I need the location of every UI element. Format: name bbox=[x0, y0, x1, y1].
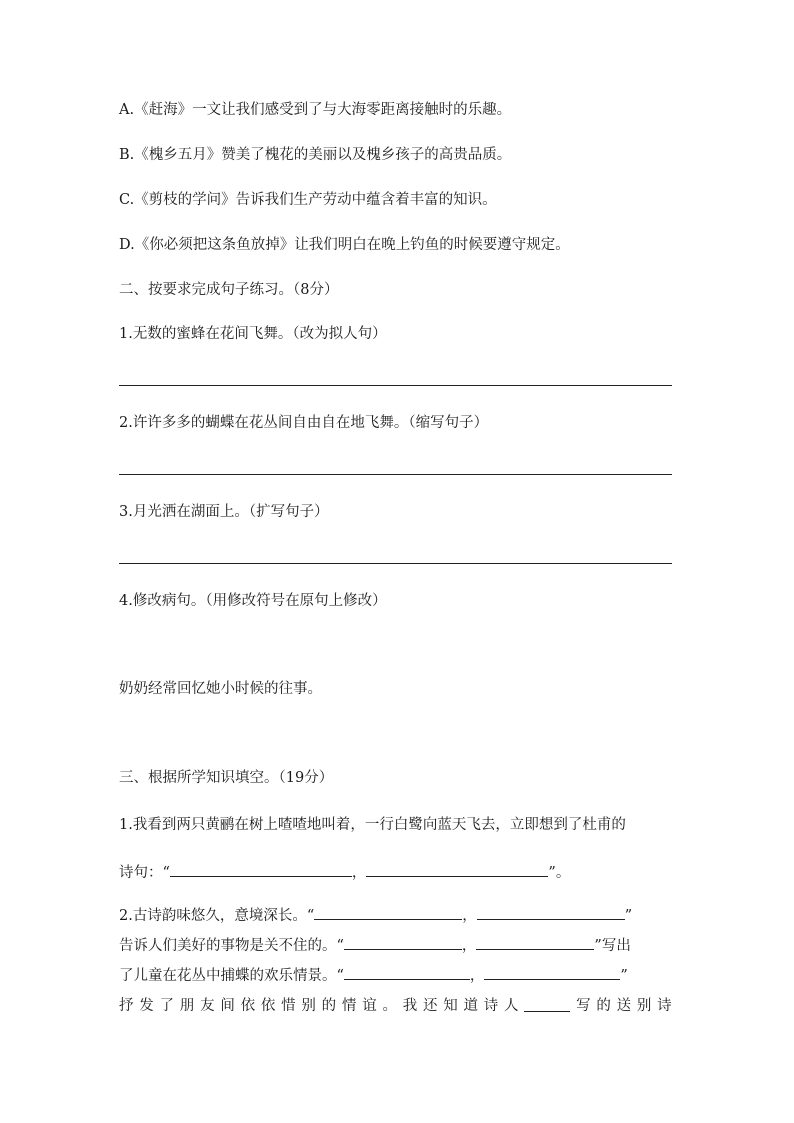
fill-blank[interactable] bbox=[484, 964, 620, 980]
fill-blank[interactable] bbox=[477, 904, 625, 920]
text-char: 我 bbox=[402, 998, 418, 1014]
section-2-question-1: 1.无数的蜜蜂在花间飞舞。（改为拟人句） bbox=[119, 326, 387, 342]
text-char: 的 bbox=[321, 998, 337, 1014]
quote-close: ”。 bbox=[548, 865, 571, 881]
section-3-question-2-line-2 bbox=[119, 934, 631, 956]
section-3-question-1-line-1: 1.我看到两只黄鹂在树上喳喳地叫着，一行白鹭向蓝天飞去，立即想到了杜甫的 bbox=[119, 817, 626, 833]
section-2-question-2: 2.许许多多的蝴蝶在花丛间自由自在地飞舞。（缩写句子） bbox=[119, 415, 489, 431]
poem-prompt: 诗句：“ bbox=[119, 865, 170, 881]
choice-c: C.《剪枝的学问》告诉我们生产劳动中蕴含着丰富的知识。 bbox=[119, 192, 497, 208]
section-3-question-2-line-4 bbox=[119, 996, 672, 1016]
text-char: 道 bbox=[463, 998, 479, 1014]
text-char: 朋 bbox=[179, 998, 195, 1014]
text-char: 依 bbox=[240, 998, 256, 1014]
text-char: 惜 bbox=[281, 998, 296, 1014]
choice-d: D.《你必须把这条鱼放掉》让我们明白在晚上钓鱼的时候要遵守规定。 bbox=[119, 237, 570, 253]
comma: ， bbox=[469, 968, 485, 984]
text-char: 写 bbox=[576, 998, 591, 1014]
question-text: 了儿童在花丛中捕蝶的欢乐情景。“ bbox=[119, 968, 344, 984]
text-char: 依 bbox=[260, 998, 276, 1014]
text-char: 了 bbox=[159, 998, 175, 1014]
comma: ， bbox=[461, 938, 477, 954]
text-char: 间 bbox=[220, 998, 235, 1014]
text-char: 情 bbox=[341, 998, 357, 1014]
text-char: 抒 bbox=[119, 998, 134, 1014]
text-char: 谊 bbox=[362, 998, 377, 1014]
quote-close: ” bbox=[624, 908, 633, 924]
choice-b: B.《槐乡五月》赞美了槐花的美丽以及槐乡孩子的高贵品质。 bbox=[119, 147, 512, 163]
section-3-question-1-line-2 bbox=[119, 861, 570, 883]
text-char: 知 bbox=[443, 998, 458, 1014]
quote-close: ”写出 bbox=[594, 938, 631, 954]
sick-sentence: 奶奶经常回忆她小时候的往事。 bbox=[119, 681, 322, 697]
question-text: 2.古诗韵味悠久，意境深长。“ bbox=[119, 908, 315, 924]
fill-blank[interactable] bbox=[170, 861, 352, 877]
section-3-question-2-line-3 bbox=[119, 964, 628, 986]
fill-blank[interactable] bbox=[314, 904, 462, 920]
comma: ， bbox=[462, 908, 477, 924]
answer-line-3[interactable] bbox=[119, 563, 672, 564]
question-text: 告诉人们美好的事物是关不住的。“ bbox=[119, 938, 344, 954]
poet-blank[interactable] bbox=[524, 996, 570, 1012]
fill-blank[interactable] bbox=[344, 934, 462, 950]
section-3-question-2-line-1 bbox=[119, 904, 632, 926]
text-char: 。 bbox=[382, 998, 397, 1014]
text-char: 人 bbox=[504, 998, 519, 1014]
text-char: 发 bbox=[139, 998, 154, 1014]
text-char: 送 bbox=[616, 998, 632, 1014]
text-char: 还 bbox=[422, 998, 438, 1014]
text-char: 别 bbox=[636, 998, 652, 1014]
text-char: 诗 bbox=[483, 998, 499, 1014]
quote-close: ” bbox=[620, 968, 628, 984]
fill-blank[interactable] bbox=[366, 861, 548, 877]
answer-line-2[interactable] bbox=[119, 474, 672, 475]
text-char: 别 bbox=[301, 998, 316, 1014]
answer-line-1[interactable] bbox=[119, 385, 672, 386]
comma: ， bbox=[351, 865, 367, 881]
choice-a: A.《赶海》一文让我们感受到了与大海零距离接触时的乐趣。 bbox=[119, 102, 512, 118]
text-char: 诗 bbox=[657, 998, 672, 1014]
section-2-question-3: 3.月光洒在湖面上。（扩写句子） bbox=[119, 504, 329, 520]
text-char: 友 bbox=[200, 998, 215, 1014]
section-3-title: 三、根据所学知识填空。（19分） bbox=[119, 770, 334, 786]
text-char: 的 bbox=[596, 998, 611, 1014]
fill-blank[interactable] bbox=[344, 964, 470, 980]
fill-blank[interactable] bbox=[476, 934, 594, 950]
section-2-title: 二、按要求完成句子练习。（8分） bbox=[119, 282, 339, 298]
section-2-question-4: 4.修改病句。（用修改符号在原句上修改） bbox=[119, 593, 387, 609]
